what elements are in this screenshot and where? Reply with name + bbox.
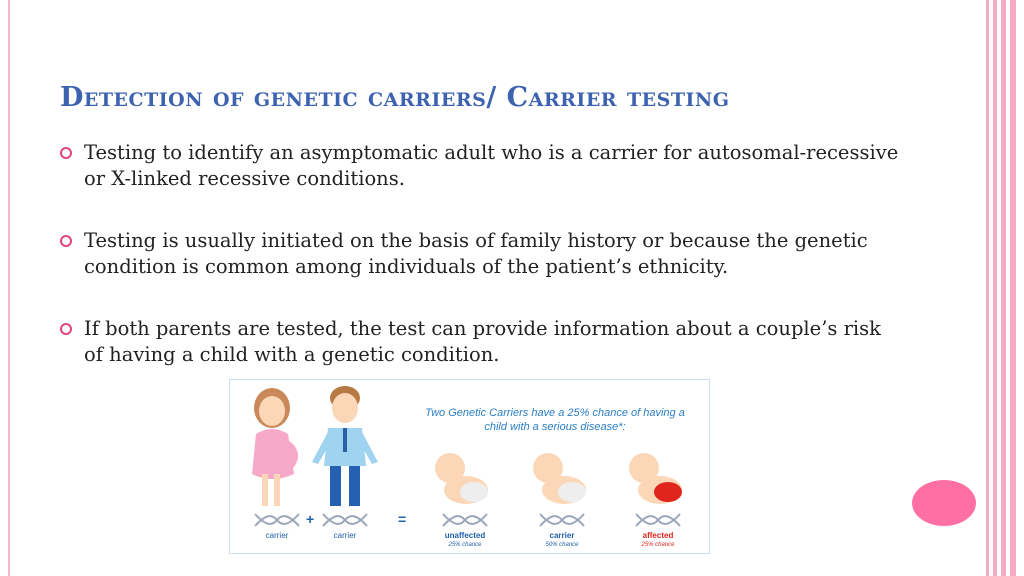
baby-unaffected-illustration [428,448,494,510]
bullet-item [60,228,900,280]
ring-bullet-icon [60,147,72,159]
father-label: carrier [333,531,357,540]
ring-bullet-icon [60,323,72,335]
baby-affected-illustration [622,448,688,510]
dna-icon [635,513,681,527]
decorative-dot [912,480,976,526]
ring-bullet-icon [60,235,72,247]
mother-illustration [244,384,304,514]
dna-icon [539,513,585,527]
child-unaffected-chance: 25% chance [448,542,482,548]
bullet-list [60,140,900,368]
dna-icon [322,513,368,527]
bullet-item [60,316,900,368]
plus-sign: + [306,511,315,527]
child-carrier-chance: 50% chance [545,542,579,548]
bullet-text: Testing is usually initiated on the basis of family history or because the genetic condition is common among individuals of the patient’s ethnicity. [84,229,868,278]
carrier-inheritance-figure [229,379,710,554]
right-decor-bars [984,0,1024,576]
child-carrier-label: carrier [549,531,575,540]
bullet-text: If both parents are tested, the test can provide information about a couple’s risk of having a child with a genetic condition. [84,317,881,366]
mother-label: carrier [265,531,289,540]
dna-icon [254,513,300,527]
child-affected-chance: 25% chance [641,542,675,548]
bullet-item [60,140,900,192]
dna-icon [442,513,488,527]
equals-sign: = [398,511,407,527]
father-illustration [310,382,380,512]
left-border-line [8,0,10,576]
figure-heading: Two Genetic Carriers have a 25% chance of having a child with a serious disease*: [425,407,685,433]
child-affected-label: affected [642,531,674,540]
baby-carrier-illustration [526,448,592,510]
slide-title: Detection of genetic carriers/ Carrier testing [60,82,730,113]
bullet-text: Testing to identify an asymptomatic adult who is a carrier for autosomal-recessive or X-linked recessive conditions. [84,141,899,190]
child-unaffected-label: unaffected [444,531,486,540]
